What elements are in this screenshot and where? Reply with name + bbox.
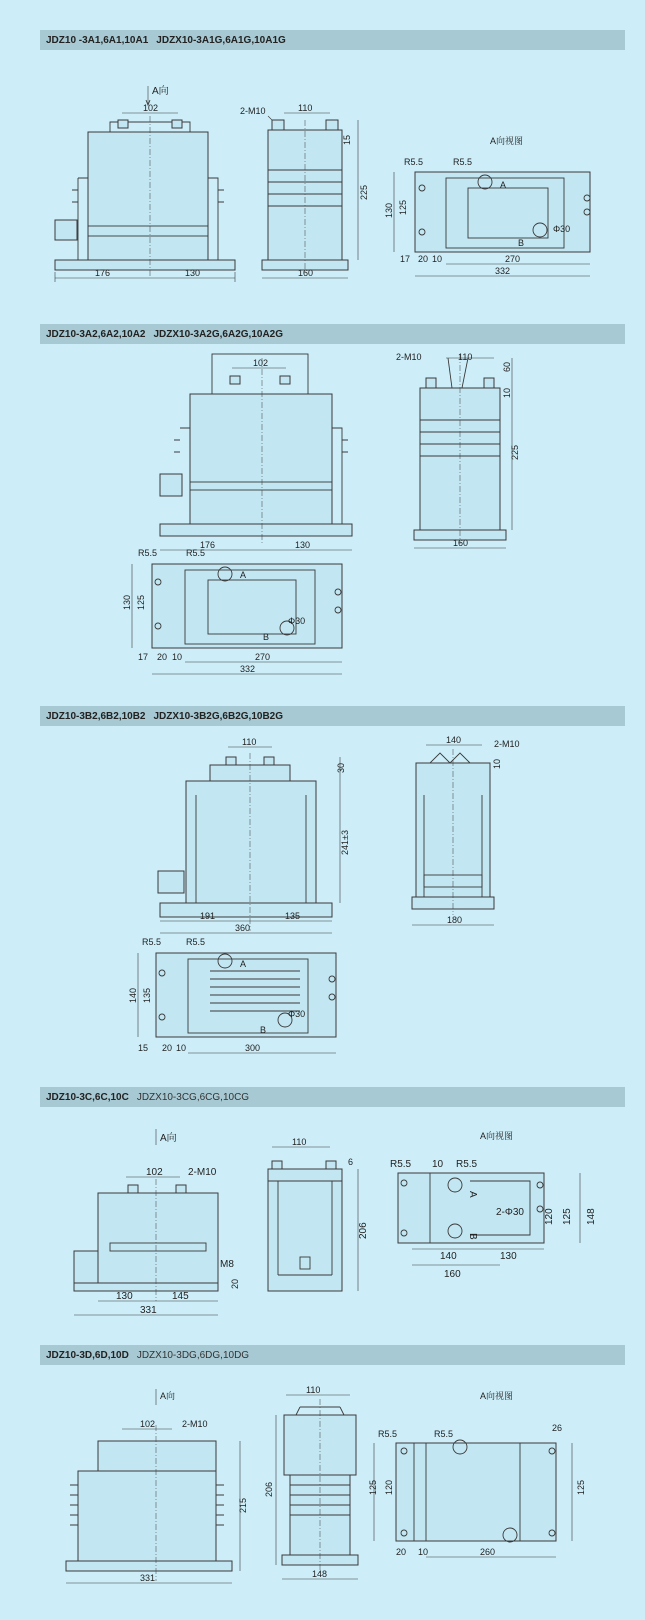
drawing-section-5: [0, 1385, 645, 1600]
side-view: [412, 735, 520, 925]
dim-130v: 130: [122, 594, 132, 610]
dim-191: 191: [200, 911, 216, 921]
dim-140: 140: [440, 1251, 457, 1262]
m10-label: 2-M10: [240, 106, 266, 116]
dim-135: 135: [285, 911, 301, 921]
r55-left: R5.5: [138, 548, 158, 558]
dim-10: 10: [418, 1547, 429, 1557]
r55-right: R5.5: [434, 1429, 454, 1439]
dim-102: 102: [143, 103, 159, 113]
model-name: JDZ10-3C,6C,10C: [46, 1091, 129, 1103]
section-header: [40, 1345, 625, 1365]
model-name: JDZ10-3A2,6A2,10A2: [46, 328, 146, 340]
dim-125r: 125: [576, 1479, 586, 1495]
drawing-section-2: [0, 348, 645, 678]
side-view: [264, 1385, 358, 1579]
dim-160: 160: [298, 268, 314, 278]
r55-left: R5.5: [404, 157, 424, 167]
front-view: [55, 84, 235, 282]
a-view-title: A向视图: [490, 136, 524, 146]
a-direction-label: A向: [152, 86, 169, 97]
a-mark: A: [467, 1191, 478, 1198]
dim-148: 148: [586, 1208, 597, 1225]
a-view-title: A向视图: [480, 1131, 514, 1141]
dim-20: 20: [157, 652, 168, 662]
model-name: JDZ10-3B2,6B2,10B2: [46, 710, 146, 722]
dim-10: 10: [432, 254, 443, 264]
m10-label: 2-M10: [182, 1419, 208, 1429]
dim-110: 110: [242, 737, 257, 747]
dim-6: 6: [348, 1157, 354, 1167]
dim-180: 180: [447, 915, 463, 925]
dim-160: 160: [444, 1269, 461, 1280]
dim-176: 176: [200, 540, 216, 550]
section-header: [40, 324, 625, 344]
dim-332: 332: [240, 664, 256, 674]
dim-110: 110: [306, 1385, 321, 1395]
r55-left: R5.5: [142, 937, 162, 947]
phi30: Φ30: [288, 616, 306, 626]
dim-102: 102: [253, 358, 269, 368]
dim-260: 260: [480, 1547, 496, 1557]
dim-130: 130: [295, 540, 311, 550]
dim-225: 225: [359, 184, 369, 200]
model-name: JDZ10 -3A1,6A1,10A1: [46, 34, 149, 46]
dim-270: 270: [505, 254, 521, 264]
m10-label: 2-M10: [188, 1167, 217, 1178]
dim-10b: 10: [176, 1043, 187, 1053]
dim-176: 176: [95, 268, 111, 278]
dim-102: 102: [146, 1167, 163, 1178]
phi30: 2-Φ30: [496, 1207, 524, 1218]
dim-270: 270: [255, 652, 271, 662]
dim-331: 331: [140, 1573, 156, 1583]
dim-148: 148: [312, 1569, 328, 1579]
r55-right: R5.5: [186, 937, 206, 947]
dim-17: 17: [138, 652, 149, 662]
dim-145: 145: [172, 1291, 189, 1302]
dim-130v: 130: [384, 202, 394, 218]
drawing-section-1: [0, 80, 645, 300]
front-view: [66, 1389, 248, 1583]
dim-110: 110: [292, 1137, 307, 1147]
dim-20: 20: [418, 254, 429, 264]
dim-10: 10: [432, 1159, 444, 1170]
section-header: [40, 706, 625, 726]
r55-right: R5.5: [186, 548, 206, 558]
drawing-section-4: [0, 1125, 645, 1325]
dim-331: 331: [140, 1305, 157, 1316]
side-view: [396, 352, 520, 548]
front-view: [160, 354, 352, 550]
dim-20: 20: [162, 1043, 173, 1053]
dim-160: 160: [453, 538, 469, 548]
a-view: [128, 937, 336, 1053]
phi30: Φ30: [288, 1009, 306, 1019]
a-view: [390, 1130, 597, 1280]
dim-120: 120: [384, 1479, 394, 1495]
dim-110: 110: [458, 352, 473, 362]
dim-140: 140: [446, 735, 462, 745]
dim-332: 332: [495, 266, 511, 276]
r55-left: R5.5: [390, 1159, 412, 1170]
a-view-title: A向视图: [480, 1391, 514, 1401]
dim-130: 130: [116, 1291, 133, 1302]
dim-125: 125: [562, 1208, 573, 1225]
dim-215: 215: [238, 1497, 248, 1513]
front-view: [74, 1129, 240, 1316]
m10-label: 2-M10: [396, 352, 422, 362]
phi30: Φ30: [553, 224, 571, 234]
variant-name: JDZX10-3B2G,6B2G,10B2G: [153, 710, 284, 722]
b-mark: B: [467, 1233, 478, 1240]
b-mark: B: [263, 632, 270, 642]
a-direction-label: A向: [160, 1133, 177, 1144]
drawing-section-3: [0, 735, 645, 1065]
dim-10b: 10: [172, 652, 183, 662]
variant-name: JDZX10-3DG,6DG,10DG: [136, 1349, 250, 1361]
front-view: [158, 737, 350, 933]
dim-20: 20: [396, 1547, 407, 1557]
dim-30: 30: [336, 762, 346, 773]
a-mark: A: [240, 959, 247, 969]
dim-130: 130: [185, 268, 201, 278]
dim-125: 125: [368, 1479, 378, 1495]
dim-10: 10: [502, 387, 512, 398]
a-view: [122, 548, 342, 674]
dim-206: 206: [264, 1481, 274, 1497]
dim-10: 10: [492, 758, 502, 769]
dim-241: 241±3: [340, 830, 350, 855]
dim-15: 15: [138, 1043, 149, 1053]
a-direction-label: A向: [160, 1391, 176, 1401]
dim-135v: 135: [142, 987, 152, 1003]
dim-130b: 130: [500, 1251, 517, 1262]
model-name: JDZ10-3D,6D,10D: [46, 1349, 129, 1361]
dim-102: 102: [140, 1419, 156, 1429]
dim-360: 360: [235, 923, 251, 933]
variant-name: JDZX10-3A1G,6A1G,10A1G: [156, 34, 286, 46]
dim-60: 60: [502, 361, 512, 372]
dim-15: 15: [342, 134, 352, 145]
dim-120: 120: [544, 1208, 555, 1225]
dim-300: 300: [245, 1043, 261, 1053]
side-view: [268, 1137, 369, 1291]
dim-140v: 140: [128, 987, 138, 1003]
b-mark: B: [260, 1025, 267, 1035]
variant-name: JDZX10-3CG,6CG,10CG: [136, 1091, 250, 1103]
dim-20: 20: [230, 1278, 240, 1289]
dim-17: 17: [400, 254, 411, 264]
r55-right: R5.5: [456, 1159, 478, 1170]
side-view: [240, 103, 369, 278]
a-mark: A: [240, 570, 247, 580]
dim-206: 206: [358, 1222, 369, 1239]
r55-right: R5.5: [453, 157, 473, 167]
section-header: [40, 30, 625, 50]
b-mark: B: [518, 238, 525, 248]
m10-label: 2-M10: [494, 739, 520, 749]
section-header: [40, 1087, 625, 1107]
dim-26: 26: [552, 1423, 563, 1433]
a-view: [368, 1390, 586, 1557]
dim-125: 125: [398, 199, 408, 215]
dim-110: 110: [298, 103, 313, 113]
dim-225: 225: [510, 444, 520, 460]
r55-left: R5.5: [378, 1429, 398, 1439]
m8-label: M8: [220, 1259, 234, 1270]
variant-name: JDZX10-3A2G,6A2G,10A2G: [153, 328, 284, 340]
dim-125: 125: [136, 594, 146, 610]
a-view: [384, 135, 590, 276]
a-mark: A: [500, 180, 507, 190]
